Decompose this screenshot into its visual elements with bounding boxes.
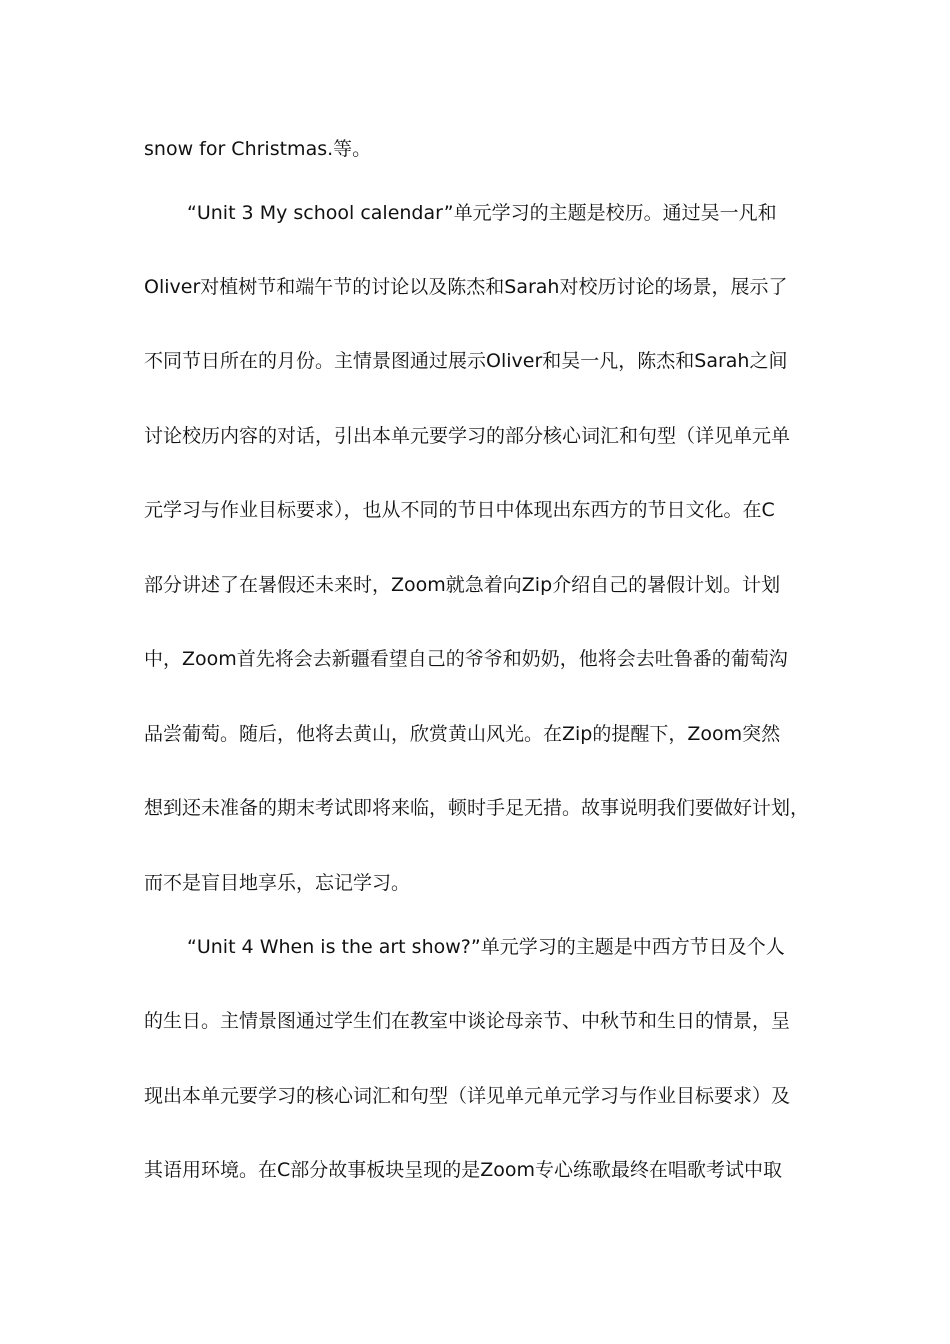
text-line-12: “Unit 4 When is the art show?”单元学习的主题是中西方节日及个人	[187, 936, 785, 958]
text-line-8: 中，Zoom首先将会去新疆看望自己的爷爷和奶奶，他将会去吐鲁番的葡萄沟	[144, 648, 788, 670]
text-line-15: 其语用环境。在C部分故事板块呈现的是Zoom专心练歌最终在唱歌考试中取	[144, 1159, 783, 1181]
text-line-4: 不同节日所在的月份。主情景图通过展示Oliver和吴一凡，陈杰和Sarah之间	[144, 350, 788, 372]
text-line-6: 元学习与作业目标要求），也从不同的节日中体现出东西方的节日文化。在C	[144, 499, 775, 521]
text-line-3: Oliver对植树节和端午节的讨论以及陈杰和Sarah对校历讨论的场景，展示了	[144, 276, 788, 298]
text-line-10: 想到还未准备的期末考试即将来临，顿时手足无措。故事说明我们要做好计划，	[144, 797, 810, 819]
text-line-11: 而不是盲目地享乐，忘记学习。	[144, 872, 411, 894]
text-line-2: “Unit 3 My school calendar”单元学习的主题是校历。通过吴一凡和	[187, 202, 777, 224]
text-line-13: 的生日。主情景图通过学生们在教室中谈论母亲节、中秋节和生日的情景，呈	[144, 1010, 791, 1032]
text-line-5: 讨论校历内容的对话，引出本单元要学习的部分核心词汇和句型（详见单元单	[144, 425, 791, 447]
text-line-1: snow for Christmas.等。	[144, 138, 372, 160]
text-line-14: 现出本单元要学习的核心词汇和句型（详见单元单元学习与作业目标要求）及	[144, 1085, 791, 1107]
text-line-9: 品尝葡萄。随后，他将去黄山，欣赏黄山风光。在Zip的提醒下，Zoom突然	[144, 723, 781, 745]
text-line-7: 部分讲述了在暑假还未来时，Zoom就急着向Zip介绍自己的暑假计划。计划	[144, 574, 781, 596]
